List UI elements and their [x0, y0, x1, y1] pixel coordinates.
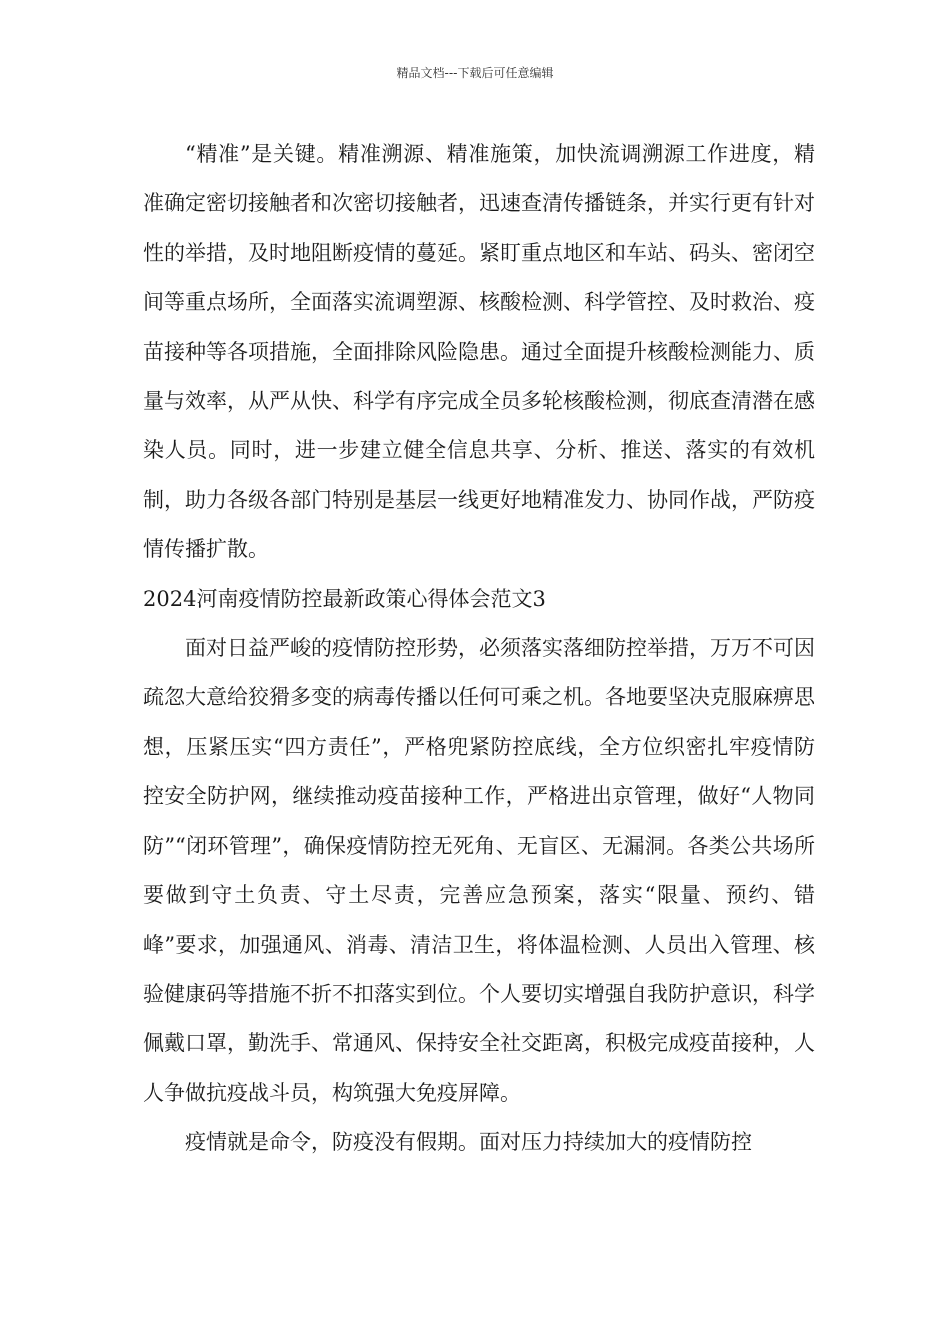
page-header: 精品文档---下载后可任意编辑 [396, 66, 554, 80]
document-body [143, 130, 815, 1168]
paragraph-command: 疫情就是命令，防疫没有假期。面对压力持续加大的疫情防控 [185, 1130, 752, 1155]
section-heading: 2024河南疫情防控最新政策心得体会范文3 [143, 586, 546, 611]
paragraph-measures: 面对日益严峻的疫情防控形势，必须落实落细防控举措，万万不可因疏忽大意给狡猾多变的病毒传播以任何可乘之机。各地要坚决克服麻痹思想，压紧压实“四方责任”，严格兜紧防控底线，全方位织密扎牢疫情防控安全防护网，继续推动疫苗接种工作，严格进出京管理，做好“人物同防”“闭环管理”，确保疫情防控无死角、无盲区、无漏洞。各类公共场所要做到守土负责、守土尽责，完善应急预案，落实“限量、预约、错峰”要求，加强通风、消毒、清洁卫生，将体温检测、人员出入管理、核验健康码等措施不折不扣落实到位。个人要切实增强自我防护意识，科学佩戴口罩，勤洗手、常通风、保持安全社交距离，积极完成疫苗接种，人人争做抗疫战斗员，构筑强大免疫屏障。 [143, 636, 815, 1105]
paragraph-precision: “精准”是关键。精准溯源、精准施策，加快流调溯源工作进度，精准确定密切接触者和次密切接触者，迅速查清传播链条，并实行更有针对性的举措，及时地阻断疫情的蔓延。紧盯重点地区和车站、码头、密闭空间等重点场所，全面落实流调塑源、核酸检测、科学管控、及时救治、疫苗接种等各项措施，全面排除风险隐患。通过全面提升核酸检测能力、质量与效率，从严从快、科学有序完成全员多轮核酸检测，彻底查清潜在感染人员。同时，进一步建立健全信息共享、分析、推送、落实的有效机制，助力各级各部门特别是基层一线更好地精准发力、协同作战，严防疫情传播扩散。 [143, 142, 815, 562]
